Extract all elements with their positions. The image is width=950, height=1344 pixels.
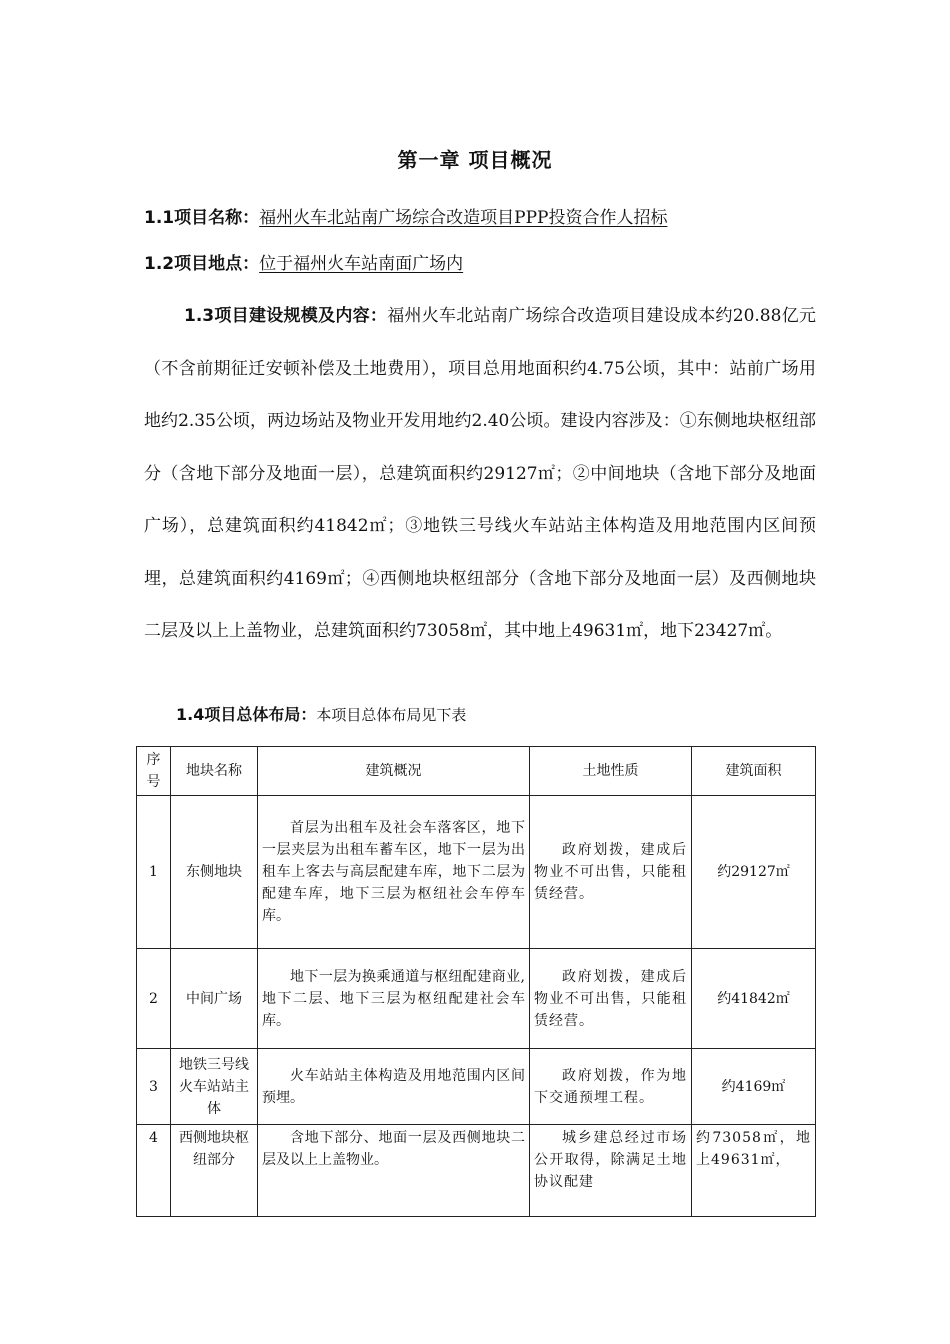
project-location-label: 1.2项目地点： xyxy=(144,254,260,274)
row-name: 东侧地块 xyxy=(171,796,258,949)
row-area: 约29127㎡ xyxy=(692,796,816,949)
project-location-value: 位于福州火车站南面广场内 xyxy=(259,254,464,274)
table-header-row xyxy=(137,747,816,796)
layout-table xyxy=(136,746,816,1217)
row-land: 政府划拨，建成后物业不可出售，只能租赁经营。 xyxy=(530,949,692,1049)
project-layout-value: 本项目总体布局见下表 xyxy=(316,706,467,724)
project-layout-line xyxy=(176,702,466,725)
row-no: 2 xyxy=(137,949,171,1049)
project-name-line xyxy=(144,203,667,228)
project-scope-text: 福州火车北站南广场综合改造项目建设成本约20.88亿元（不含前期征迁安顿补偿及土地费用），项目总用地面积约4.75公顷，其中：站前广场用地约2.35公顷，两边场站及物业开发用地约2.40公顷。建设内容涉及：①东侧地块枢纽部分（含地下部分及地面一层），总建筑面积约29127㎡；②中间地块（含地下部分及地面广场），总建筑面积约41842㎡；③地铁三号线火车站站主体构造及用地范围内区间预埋，总建筑面积约4169㎡；④西侧地块枢纽部分（含地下部分及地面一层）及西侧地块二层及以上上盖物业，总建筑面积约73058㎡，其中地上49631㎡，地下23427㎡。 xyxy=(144,306,816,641)
header-overview: 建筑概况 xyxy=(258,747,530,796)
table-row xyxy=(137,796,816,949)
project-scope-paragraph xyxy=(144,290,816,658)
row-name: 中间广场 xyxy=(171,949,258,1049)
header-name: 地块名称 xyxy=(171,747,258,796)
row-name: 地铁三号线火车站站主体 xyxy=(171,1049,258,1125)
row-overview: 含地下部分、地面一层及西侧地块二层及以上上盖物业。 xyxy=(258,1125,530,1217)
row-area: 约41842㎡ xyxy=(692,949,816,1049)
header-area: 建筑面积 xyxy=(692,747,816,796)
row-land: 政府划拨，作为地下交通预埋工程。 xyxy=(530,1049,692,1125)
project-name-label: 1.1项目名称： xyxy=(144,208,260,228)
header-land: 土地性质 xyxy=(530,747,692,796)
row-land: 政府划拨，建成后物业不可出售，只能租赁经营。 xyxy=(530,796,692,949)
project-location-line xyxy=(144,249,463,274)
project-layout-label: 1.4项目总体布局： xyxy=(176,705,317,724)
row-overview: 地下一层为换乘通道与枢纽配建商业,地下二层、地下三层为枢纽配建社会车库。 xyxy=(258,949,530,1049)
row-no: 4 xyxy=(137,1125,171,1217)
row-overview: 首层为出租车及社会车落客区，地下一层夹层为出租车蓄车区，地下一层为出租车上客去与高层配建车库，地下二层为配建车库，地下三层为枢纽社会车停车库。 xyxy=(258,796,530,949)
project-scope-label: 1.3项目建设规模及内容： xyxy=(184,306,388,326)
table-row xyxy=(137,949,816,1049)
project-name-value: 福州火车北站南广场综合改造项目PPP投资合作人招标 xyxy=(259,208,668,228)
row-land: 城乡建总经过市场公开取得，除满足土地协议配建 xyxy=(530,1125,692,1217)
row-name: 西侧地块枢纽部分 xyxy=(171,1125,258,1217)
table-row xyxy=(137,1049,816,1125)
header-no: 序号 xyxy=(137,747,171,796)
row-area: 约4169㎡ xyxy=(692,1049,816,1125)
row-no: 1 xyxy=(137,796,171,949)
row-no: 3 xyxy=(137,1049,171,1125)
row-overview: 火车站站主体构造及用地范围内区间预埋。 xyxy=(258,1049,530,1125)
row-area: 约73058㎡，地上49631㎡， xyxy=(692,1125,816,1217)
chapter-title: 第一章 项目概况 xyxy=(397,148,553,172)
table-row xyxy=(137,1125,816,1217)
